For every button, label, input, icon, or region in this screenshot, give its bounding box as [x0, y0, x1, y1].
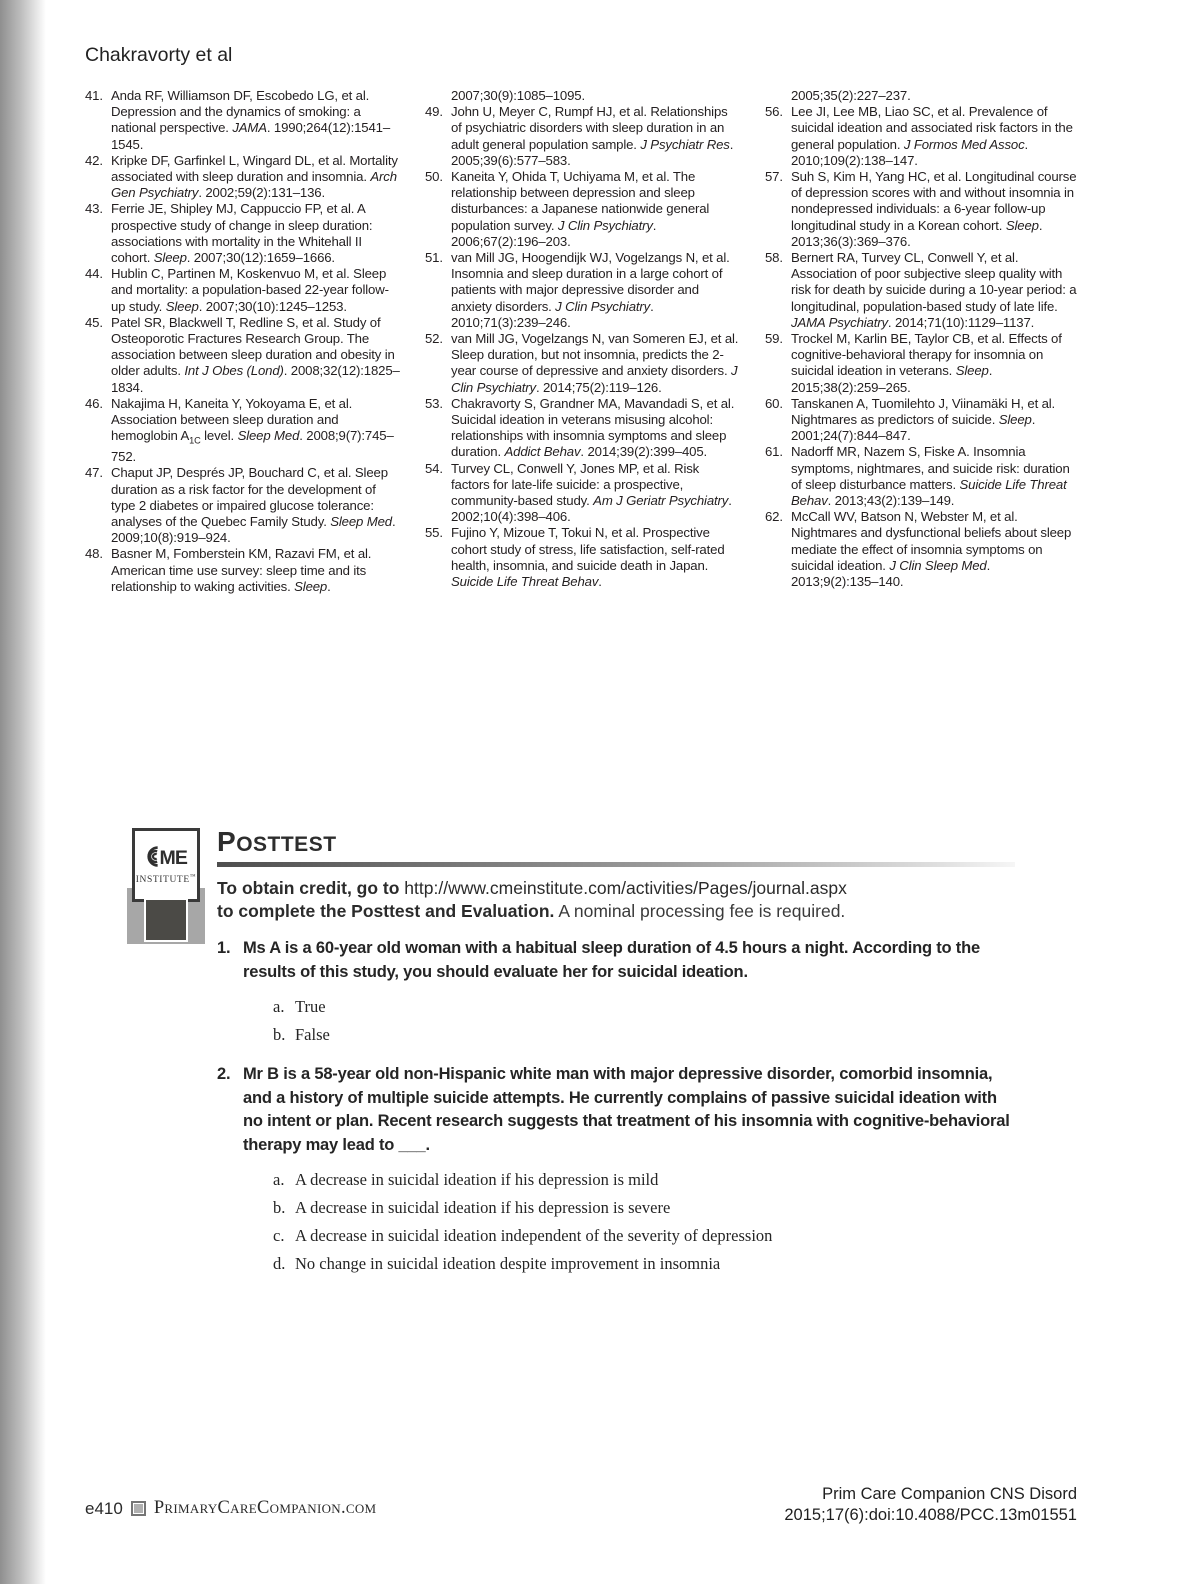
reference-item [85, 396, 400, 465]
reference-number: 54. [425, 460, 443, 476]
question-text: Ms A is a 60-year old woman with a habitual sleep duration of 4.5 hours a night. According to the results of this study, you should evaluate her for suicidal ideation. [243, 939, 980, 981]
cme-logo-me-text: ME [159, 846, 187, 868]
reference-text: John U, Meyer C, Rumpf HJ, et al. Relationships of psychiatric disorders with sleep duration in an adult general population sample. J Psychiatr Res. 2005;39(6):577–583. [451, 104, 734, 168]
reference-number: 49. [425, 104, 443, 120]
journal-site-name: PrimaryCareCompanion.com [153, 1498, 377, 1518]
reference-item [85, 153, 400, 202]
option-text: A decrease in suicidal ideation if his depression is severe [295, 1198, 671, 1217]
reference-number: 43. [85, 201, 103, 217]
option-letter: b. [273, 1025, 286, 1044]
answer-options [273, 993, 1015, 1049]
citation-doi: 2015;17(6):doi:10.4088/PCC.13m01551 [784, 1505, 1077, 1524]
reference-number: 45. [85, 314, 103, 330]
reference-text: Anda RF, Williamson DF, Escobedo LG, et al. Depression and the dynamics of smoking: a national perspective. JAMA. 1990;264(12):1541–1545. [111, 88, 391, 152]
posttest-url-link[interactable]: http://www.cmeinstitute.com/activities/Pages/journal.aspx [404, 878, 847, 898]
reference-number: 62. [765, 509, 783, 525]
cme-logo-square [144, 898, 188, 942]
reference-text: Bernert RA, Turvey CL, Conwell Y, et al. Association of poor subjective sleep quality with risk for death by suicide during a 10-year period: a longitudinal, population-based study of late life. JAMA Psychiatry. 2014;71(10):1129–1137. [791, 250, 1077, 330]
reference-item [425, 461, 740, 526]
reference-item [425, 169, 740, 250]
posttest-instructions [217, 877, 1015, 923]
reference-item [425, 331, 740, 396]
page-number: e410 [85, 1498, 123, 1518]
reference-text: McCall WV, Batson N, Webster M, et al. Nightmares and dysfunctional beliefs about sleep mediate the effect of insomnia symptoms on suicidal ideation. J Clin Sleep Med. 2013;9(2):135–140. [791, 509, 1072, 590]
reference-number: 52. [425, 331, 443, 347]
reference-item [85, 266, 400, 315]
option-letter: c. [273, 1226, 285, 1245]
reference-item [85, 88, 400, 153]
reference-column-1 [85, 88, 400, 595]
answer-option [273, 1250, 1015, 1278]
instructions-lead: To obtain credit, go to [217, 878, 405, 898]
posttest-rule [217, 862, 1015, 867]
reference-item [425, 88, 740, 104]
reference-text: Nakajima H, Kaneita Y, Yokoyama E, et al. Association between sleep duration and hemoglobin $A_{1C}$ level. Sleep Med. 2008;9(7):745–752. [111, 395, 394, 465]
option-letter: b. [273, 1198, 286, 1217]
reference-number: 60. [765, 395, 783, 411]
posttest-question [217, 937, 1015, 1049]
reference-item [85, 201, 400, 266]
option-text: No change in suicidal ideation despite improvement in insomnia [295, 1254, 721, 1273]
reference-text: Ferrie JE, Shipley MJ, Cappuccio FP, et al. A prospective study of change in sleep duration: associations with mortality in the Whitehall II cohort. Sleep. 2007;30(12):1659–1666. [111, 201, 373, 266]
reference-item [425, 250, 740, 331]
reference-item [425, 104, 740, 169]
reference-text: Nadorff MR, Nazem S, Fiske A. Insomnia symptoms, nightmares, and suicide risk: duration of sleep disturbance matters. Suicide Life Threat Behav. 2013;43(2):139–149. [791, 444, 1070, 509]
reference-text: Basner M, Fomberstein KM, Razavi FM, et al. American time use survey: sleep time and its relationship to waking activities. Sleep. [111, 546, 372, 594]
reference-item [425, 396, 740, 461]
option-text: False [295, 1025, 330, 1044]
reference-number: 53. [425, 395, 443, 411]
footer-citation [784, 1484, 1077, 1525]
reference-text: Hublin C, Partinen M, Koskenvuo M, et al. Sleep and mortality: a population-based 22-year follow-up study. Sleep. 2007;30(10):1245–1253. [111, 266, 389, 314]
posttest-content [217, 822, 1015, 1278]
option-text: True [295, 997, 326, 1016]
reference-item [765, 396, 1080, 445]
reference-item [85, 465, 400, 546]
reference-column-3 [765, 88, 1080, 595]
reference-text: 2007;30(9):1085–1095. [451, 88, 585, 103]
running-head: Chakravorty et al [85, 44, 233, 66]
scan-edge-shadow [0, 0, 46, 1584]
answer-option [273, 1021, 1015, 1049]
posttest-question [217, 1063, 1015, 1278]
reference-item [765, 169, 1080, 250]
answer-option [273, 1166, 1015, 1194]
question-number: 1. [217, 939, 231, 957]
reference-text: Suh S, Kim H, Yang HC, et al. Longitudinal course of depression scores with and without insomnia in nondepressed individuals: a 6-year follow-up longitudinal study in a Korean cohort. Sleep. 2013;36(3):369–376. [791, 169, 1077, 249]
reference-item [85, 315, 400, 396]
reference-number: 50. [425, 169, 443, 185]
citation-journal: Prim Care Companion CNS Disord [822, 1485, 1077, 1503]
reference-text: Patel SR, Blackwell T, Redline S, et al. Study of Osteoporotic Fractures Research Group. The association between sleep duration and obesity in older adults. Int J Obes (Lond). 2008;32(12):1825–1834. [111, 314, 400, 395]
answer-option [273, 1194, 1015, 1222]
cme-arcs-icon [139, 845, 193, 872]
reference-number: 57. [765, 169, 783, 185]
reference-item [765, 104, 1080, 169]
reference-text: 2005;35(2):227–237. [791, 88, 911, 103]
reference-text: Kaneita Y, Ohida T, Uchiyama M, et al. The relationship between depression and sleep disturbances: a Japanese nationwide general population survey. J Clin Psychiatry. 2006;67(2):196–203. [451, 169, 710, 249]
question-number: 2. [217, 1065, 231, 1083]
reference-number: 58. [765, 250, 783, 266]
reference-text: Lee JI, Lee MB, Liao SC, et al. Prevalence of suicidal ideation and associated risk factors in the general population. J Formos Med Assoc. 2010;109(2):138–147. [791, 104, 1073, 168]
reference-item [765, 250, 1080, 331]
reference-number: 46. [85, 395, 103, 411]
posttest-section [127, 822, 1015, 1278]
option-letter: a. [273, 997, 285, 1016]
option-text: A decrease in suicidal ideation if his depression is mild [295, 1170, 659, 1189]
cme-institute-label [136, 874, 196, 885]
reference-text: van Mill JG, Hoogendijk WJ, Vogelzangs N, et al. Insomnia and sleep duration in a large cohort of patients with major depressive disorder and anxiety disorders. J Clin Psychiatry. 2010;71(3):239–246. [451, 250, 730, 330]
posttest-title: POSTTEST [217, 826, 337, 857]
answer-option [273, 1222, 1015, 1250]
reference-number: 47. [85, 465, 103, 481]
reference-text: Turvey CL, Conwell Y, Jones MP, et al. Risk factors for late-life suicide: a prospective, community-based study. Am J Geriatr Psychiatry. 2002;10(4):398–406. [451, 460, 732, 525]
reference-number: 48. [85, 546, 103, 562]
reference-number: 42. [85, 152, 103, 168]
reference-number: 55. [425, 525, 443, 541]
reference-item [425, 525, 740, 590]
trademark-symbol: ™ [189, 873, 197, 880]
cme-institute-logo [127, 828, 205, 946]
page-footer [85, 1484, 1077, 1525]
reference-text: Tanskanen A, Tuomilehto J, Viinamäki H, et al. Nightmares as predictors of suicide. Sleep. 2001;24(7):844–847. [791, 395, 1056, 444]
reference-item [765, 88, 1080, 104]
reference-text: Chakravorty S, Grandner MA, Mavandadi S, et al. Suicidal ideation in veterans misusing alcohol: relationships with insomnia symptoms and sleep duration. Addict Behav. 2014;39(2):399–405. [451, 395, 735, 460]
cme-institute-text: INSTITUTE [135, 875, 190, 886]
footer-left [85, 1498, 376, 1519]
reference-column-2 [425, 88, 740, 595]
instructions-note: A nominal processing fee is required. [554, 901, 846, 921]
reference-text: van Mill JG, Vogelzangs N, van Someren EJ, et al. Sleep duration, but not insomnia, predicts the 2-year course of depressive and anxiety disorders. J Clin Psychiatry. 2014;75(2):119–126. [451, 331, 739, 395]
cme-logo-box [132, 828, 200, 902]
option-letter: d. [273, 1254, 286, 1273]
reference-list [85, 88, 1080, 595]
reference-number: 59. [765, 331, 783, 347]
option-text: A decrease in suicidal ideation independent of the severity of depression [295, 1226, 773, 1245]
reference-number: 61. [765, 444, 783, 460]
cme-logo-column [127, 822, 217, 1278]
reference-item [765, 444, 1080, 509]
reference-text: Fujino Y, Mizoue T, Tokui N, et al. Prospective cohort study of stress, life satisfaction, self-rated health, insomnia, and suicide death in Japan. Suicide Life Threat Behav. [451, 525, 725, 590]
reference-text: Chaput JP, Després JP, Bouchard C, et al. Sleep duration as a risk factor for the development of type 2 diabetes or impaired glucose tolerance: analyses of the Quebec Family Study. Sleep Med. 2009;10(8):919–924. [111, 465, 396, 546]
reference-item [85, 546, 400, 595]
answer-options [273, 1166, 1015, 1278]
reference-number: 56. [765, 104, 783, 120]
option-letter: a. [273, 1170, 285, 1189]
reference-number: 51. [425, 250, 443, 266]
instructions-tail: to complete the Posttest and Evaluation. [217, 901, 555, 921]
reference-number: 41. [85, 88, 103, 103]
journal-square-icon [131, 1501, 146, 1516]
posttest-questions [217, 937, 1015, 1278]
reference-item [765, 509, 1080, 590]
answer-option [273, 993, 1015, 1021]
reference-text: Trockel M, Karlin BE, Taylor CB, et al. Effects of cognitive-behavioral therapy for insomnia on suicidal ideation in veterans. Sleep. 2015;38(2):259–265. [791, 331, 1062, 395]
reference-text: Kripke DF, Garfinkel L, Wingard DL, et al. Mortality associated with sleep duration and insomnia. Arch Gen Psychiatry. 2002;59(2):131–136. [111, 152, 398, 201]
question-text: Mr B is a 58-year old non-Hispanic white man with major depressive disorder, comorbid insomnia, and a history of multiple suicide attempts. He currently complains of passive suicidal ideation with no intent or plan. Recent research suggests that treatment of his insomnia with cognitive-behavioral therapy may lead to ___. [243, 1065, 1010, 1154]
reference-number: 44. [85, 266, 103, 282]
reference-item [765, 331, 1080, 396]
